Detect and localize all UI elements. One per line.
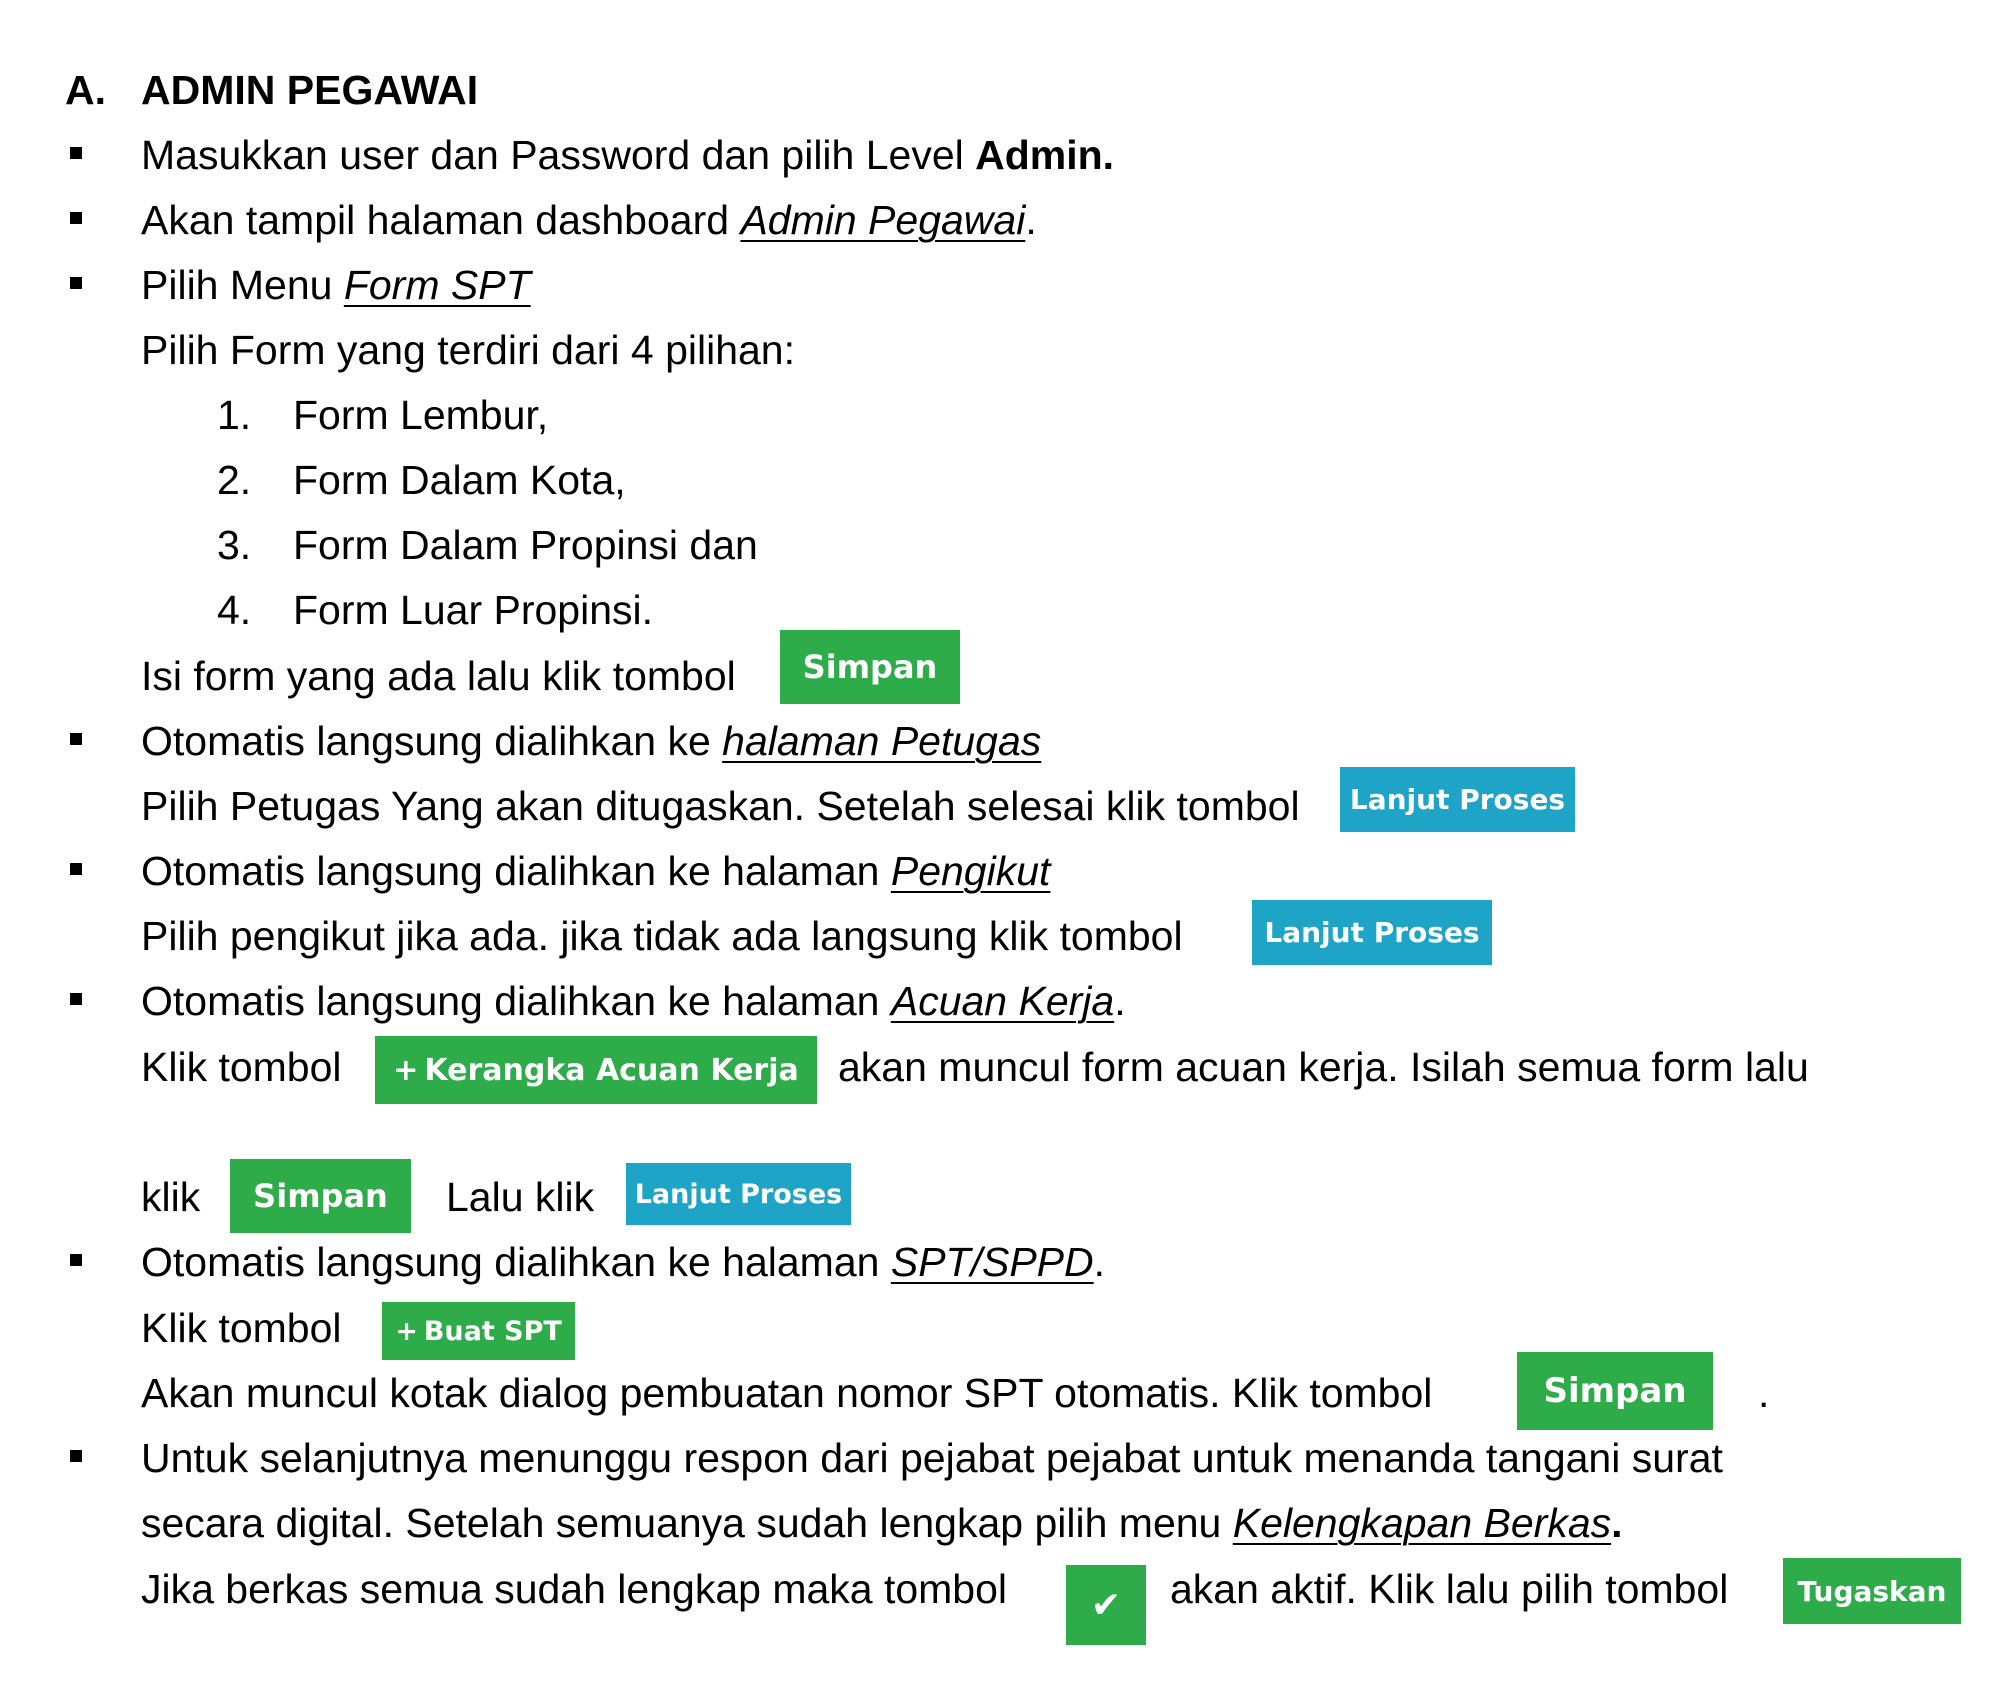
spt-sppd-link[interactable]: SPT/SPPD (890, 1239, 1094, 1285)
level-admin-text: Admin. (975, 132, 1115, 178)
lanjut-proses-button[interactable]: Lanjut Proses (1340, 767, 1575, 832)
simpan-button[interactable]: Simpan (780, 630, 960, 704)
bullet-icon (70, 733, 82, 745)
bullet-icon (70, 1450, 82, 1462)
bullet-icon (70, 212, 82, 224)
bullet-icon (70, 863, 82, 875)
check-button[interactable] (1066, 1565, 1146, 1645)
acuan-kerja-link[interactable]: Acuan Kerja (890, 978, 1115, 1024)
plus-icon: + (393, 1052, 419, 1088)
simpan-button[interactable]: Simpan (1517, 1352, 1713, 1430)
section-title: ADMIN PEGAWAI (141, 67, 479, 113)
plus-icon: + (395, 1315, 418, 1347)
section-marker: A. (65, 67, 106, 113)
check-icon: ✔ (1090, 1584, 1122, 1626)
bullet-icon (70, 993, 82, 1005)
kerangka-acuan-kerja-button[interactable]: + Kerangka Acuan Kerja (375, 1036, 817, 1104)
admin-pegawai-link[interactable]: Admin Pegawai (740, 197, 1026, 243)
lanjut-proses-button[interactable]: Lanjut Proses (626, 1163, 851, 1225)
bullet-icon (70, 147, 82, 159)
halaman-petugas-link[interactable]: halaman Petugas (722, 718, 1042, 764)
tugaskan-button[interactable]: Tugaskan (1783, 1558, 1961, 1624)
menu-text: Pilih Menu (141, 262, 344, 308)
lanjut-proses-button[interactable]: Lanjut Proses (1252, 900, 1492, 965)
bullet-icon (70, 277, 82, 289)
pengikut-link[interactable]: Pengikut (890, 848, 1051, 894)
form-spt-link[interactable]: Form SPT (343, 262, 531, 308)
buat-spt-button[interactable]: + Buat SPT (382, 1302, 575, 1360)
kelengkapan-berkas-link[interactable]: Kelengkapan Berkas (1232, 1500, 1612, 1546)
login-text: Masukkan user dan Password dan pilih Level (141, 132, 976, 178)
simpan-button[interactable]: Simpan (230, 1159, 411, 1233)
dashboard-text: Akan tampil halaman dashboard (141, 197, 741, 243)
bullet-icon (70, 1254, 82, 1266)
